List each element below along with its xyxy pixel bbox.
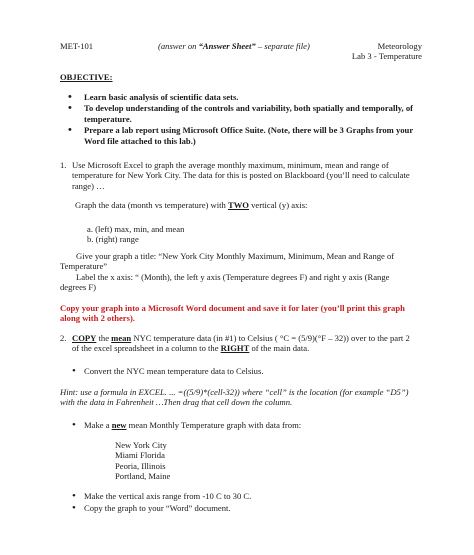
objective-heading: OBJECTIVE: (60, 72, 113, 82)
step-number: 2. (60, 333, 67, 343)
copy-graph-note: Copy your graph into a Microsoft Word document and save it for later (you’ll print this graph along with 2 others). (60, 303, 405, 324)
objective-list (68, 92, 413, 147)
subject: Meteorology (377, 41, 422, 51)
axis-item-a: a. (left) max, min, and mean (87, 224, 185, 234)
axis-range-bullet: • Make the vertical axis range from -10 C to 30 C. (72, 490, 252, 502)
label-line: Label the x axis: “ (Month), the left y axis (Temperature degrees F) and right y axis (Range degrees F) (60, 271, 390, 293)
lab-title: Lab 3 - Temperature (351, 51, 422, 62)
list-item: Portland, Maine (115, 471, 171, 482)
axis-list (87, 224, 407, 245)
copy-word-bullet: • Copy the graph to your “Word” document. (72, 502, 231, 514)
step-number: 1. (60, 160, 67, 170)
list-item: • To develop understanding of the controls and variability, both spatially and temporally, of temperature. (68, 103, 413, 124)
convert-bullet: • Convert the NYC mean temperature data to Celsius. (72, 365, 264, 377)
city-list (115, 440, 170, 482)
answer-note: (answer on “Answer Sheet” – separate file) (158, 41, 310, 51)
list-item: • Prepare a lab report using Microsoft Office Suite. (Note, there will be 3 Graphs from your Word file attached to this lab.) (68, 125, 413, 146)
title-line: Give your graph a title: “New York City Monthly Maximum, Minimum, Mean and Range of Temperature” (60, 251, 395, 272)
excel-hint: Hint: use a formula in EXCEL. ... =((5/9)*(cell-32)) where “cell” is the location (for example “D5”) with the data in Fahrenheit …Then drag that cell down the column. (60, 387, 409, 408)
header-right (352, 41, 422, 62)
graph-instruction: Graph the data (month vs temperature) with TWO vertical (y) axis: (75, 200, 308, 210)
course-code: MET-101 (60, 41, 94, 51)
step-1-text: Use Microsoft Excel to graph the average monthly maximum, minimum, mean and range of temperature for New York City. The data for this is posted on Blackboard (you’ll need to calculate range) … (72, 160, 410, 191)
make-graph-bullet: • Make a new mean Monthly Temperature graph with data from: (72, 419, 302, 431)
list-item: Peoria, Illinois (115, 460, 166, 471)
list-item: • Learn basic analysis of scientific data sets. (68, 92, 413, 102)
step-1 (60, 160, 415, 191)
step-2-text: COPY the mean NYC temperature data (in #1) to Celsius ( °C = (5/9)(°F – 32)) over to the part 2 of the excel spreadsheet in a column to the RIGHT of the main data. (72, 333, 410, 354)
list-item: New York City (115, 440, 167, 450)
step-2 (60, 333, 415, 354)
title-instruction (60, 251, 415, 293)
axis-item-b: b. (right) range (87, 234, 139, 245)
list-item: Miami Florida (115, 450, 165, 461)
